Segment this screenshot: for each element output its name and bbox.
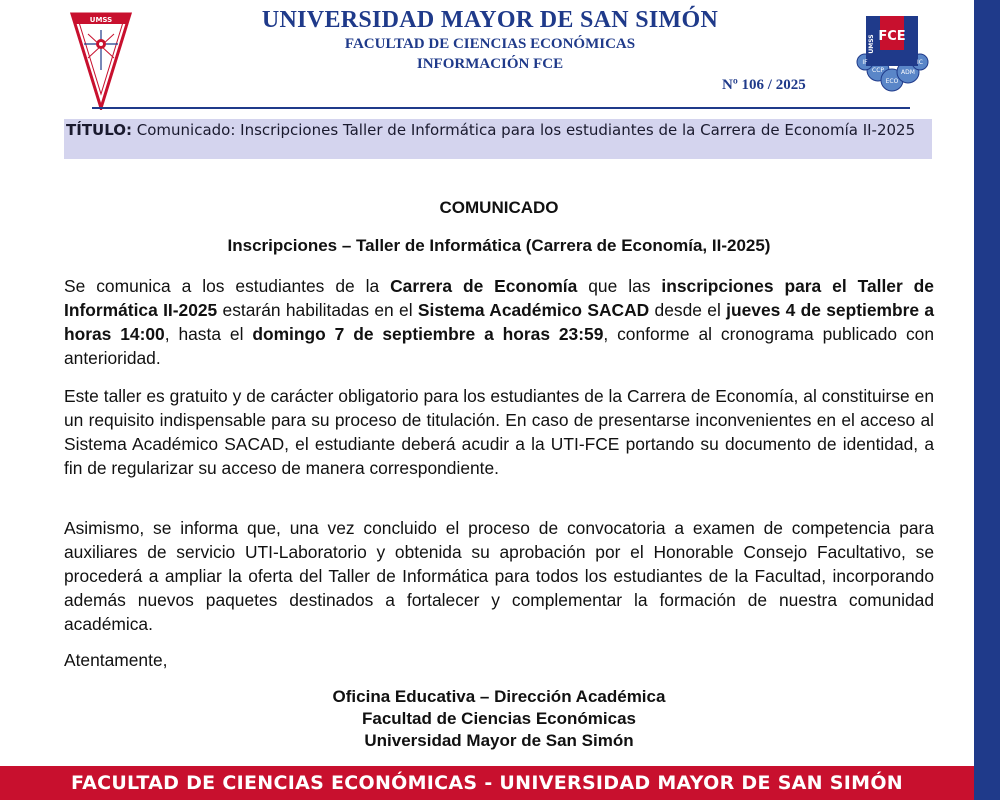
signature-line-2: Facultad de Ciencias Económicas <box>362 709 636 728</box>
footer-text: FACULTAD DE CIENCIAS ECONÓMICAS - UNIVERSIDAD MAYOR DE SAN SIMÓN <box>70 772 904 794</box>
title-label: TÍTULO: <box>66 121 132 139</box>
fce-logo <box>852 10 932 96</box>
header-divider <box>92 107 910 109</box>
university-name: UNIVERSIDAD MAYOR DE SAN SIMÓN <box>261 7 719 33</box>
p1-segment: que las <box>577 276 662 296</box>
p1-segment: Carrera de Economía <box>390 276 578 296</box>
p1-segment: jueves 4 de septiembre a horas 14:00 <box>64 300 935 344</box>
fce-bubble-if: IF <box>862 59 868 66</box>
faculty-name: FACULTAD DE CIENCIAS ECONÓMICAS <box>344 36 636 52</box>
fce-bubble-eco: ECO <box>885 78 899 85</box>
document-heading: COMUNICADO <box>439 198 559 217</box>
p1-segment: Sistema Académico SACAD <box>417 300 650 320</box>
signature-block <box>64 686 934 752</box>
information-label: INFORMACIÓN FCE <box>416 56 564 72</box>
umss-logo <box>70 10 132 110</box>
document-subheading: Inscripciones – Taller de Informática (Carrera de Economía, II-2025) <box>227 236 771 255</box>
fce-logo-side-text: UMSS <box>868 34 875 54</box>
right-side-bar <box>974 0 1000 800</box>
closing: Atentamente, <box>64 650 168 670</box>
p1-segment: inscripciones para el Taller de Informática II-2025 <box>64 276 934 320</box>
letterhead <box>180 6 800 74</box>
p1-segment: domingo 7 de septiembre a horas 23:59 <box>252 324 604 344</box>
document-number: Nº 106 / 2025 <box>722 77 806 93</box>
p1-segment: , conforme al cronograma publicado con anterioridad. <box>64 324 934 368</box>
paragraph-2: Este taller es gratuito y de carácter obligatorio para los estudiantes de la Carrera de Economía, al constituirse en un requisito indispensable para su proceso de titulación. En caso de presentarse inconvenientes en el acceso al Sistema Académico SACAD, el estudiante deberá acudir a la UTI-FCE portando su documento de identidad, a fin de regularizar su acceso de manera correspondiente. <box>64 386 934 478</box>
footer-banner <box>0 766 974 800</box>
signature-line-3: Universidad Mayor de San Simón <box>364 731 634 750</box>
fce-bubble-adm: ADM <box>901 69 915 76</box>
fce-logo-text: FCE <box>878 29 906 44</box>
fce-bubble-ccp: CCP <box>872 67 884 74</box>
title-box <box>64 119 932 159</box>
title-text: Comunicado: Inscripciones Taller de Informática para los estudiantes de la Carrera de Economía II-2025 <box>132 121 916 139</box>
paragraph-3: Asimismo, se informa que, una vez concluido el proceso de convocatoria a examen de competencia para auxiliares de servicio UTI-Laboratorio y obtenida su aprobación por el Honorable Consejo Facultativo, se procederá a ampliar la oferta del Taller de Informática para todos los estudiantes de la Facultad, incorporando además nuevos paquetes destinados a fortalecer y complementar la formación de nuestra comunidad académica. <box>64 518 934 634</box>
fce-bubble-ic: IC <box>917 59 923 66</box>
umss-logo-text: UMSS <box>89 16 113 24</box>
p1-segment: desde el <box>649 300 727 320</box>
p1-segment: estarán habilitadas en el <box>217 300 418 320</box>
paragraph-1 <box>64 274 934 370</box>
signature-line-1: Oficina Educativa – Dirección Académica <box>332 687 666 706</box>
p1-segment: , hasta el <box>164 324 253 344</box>
p1-segment: Se comunica a los estudiantes de la <box>64 276 391 296</box>
